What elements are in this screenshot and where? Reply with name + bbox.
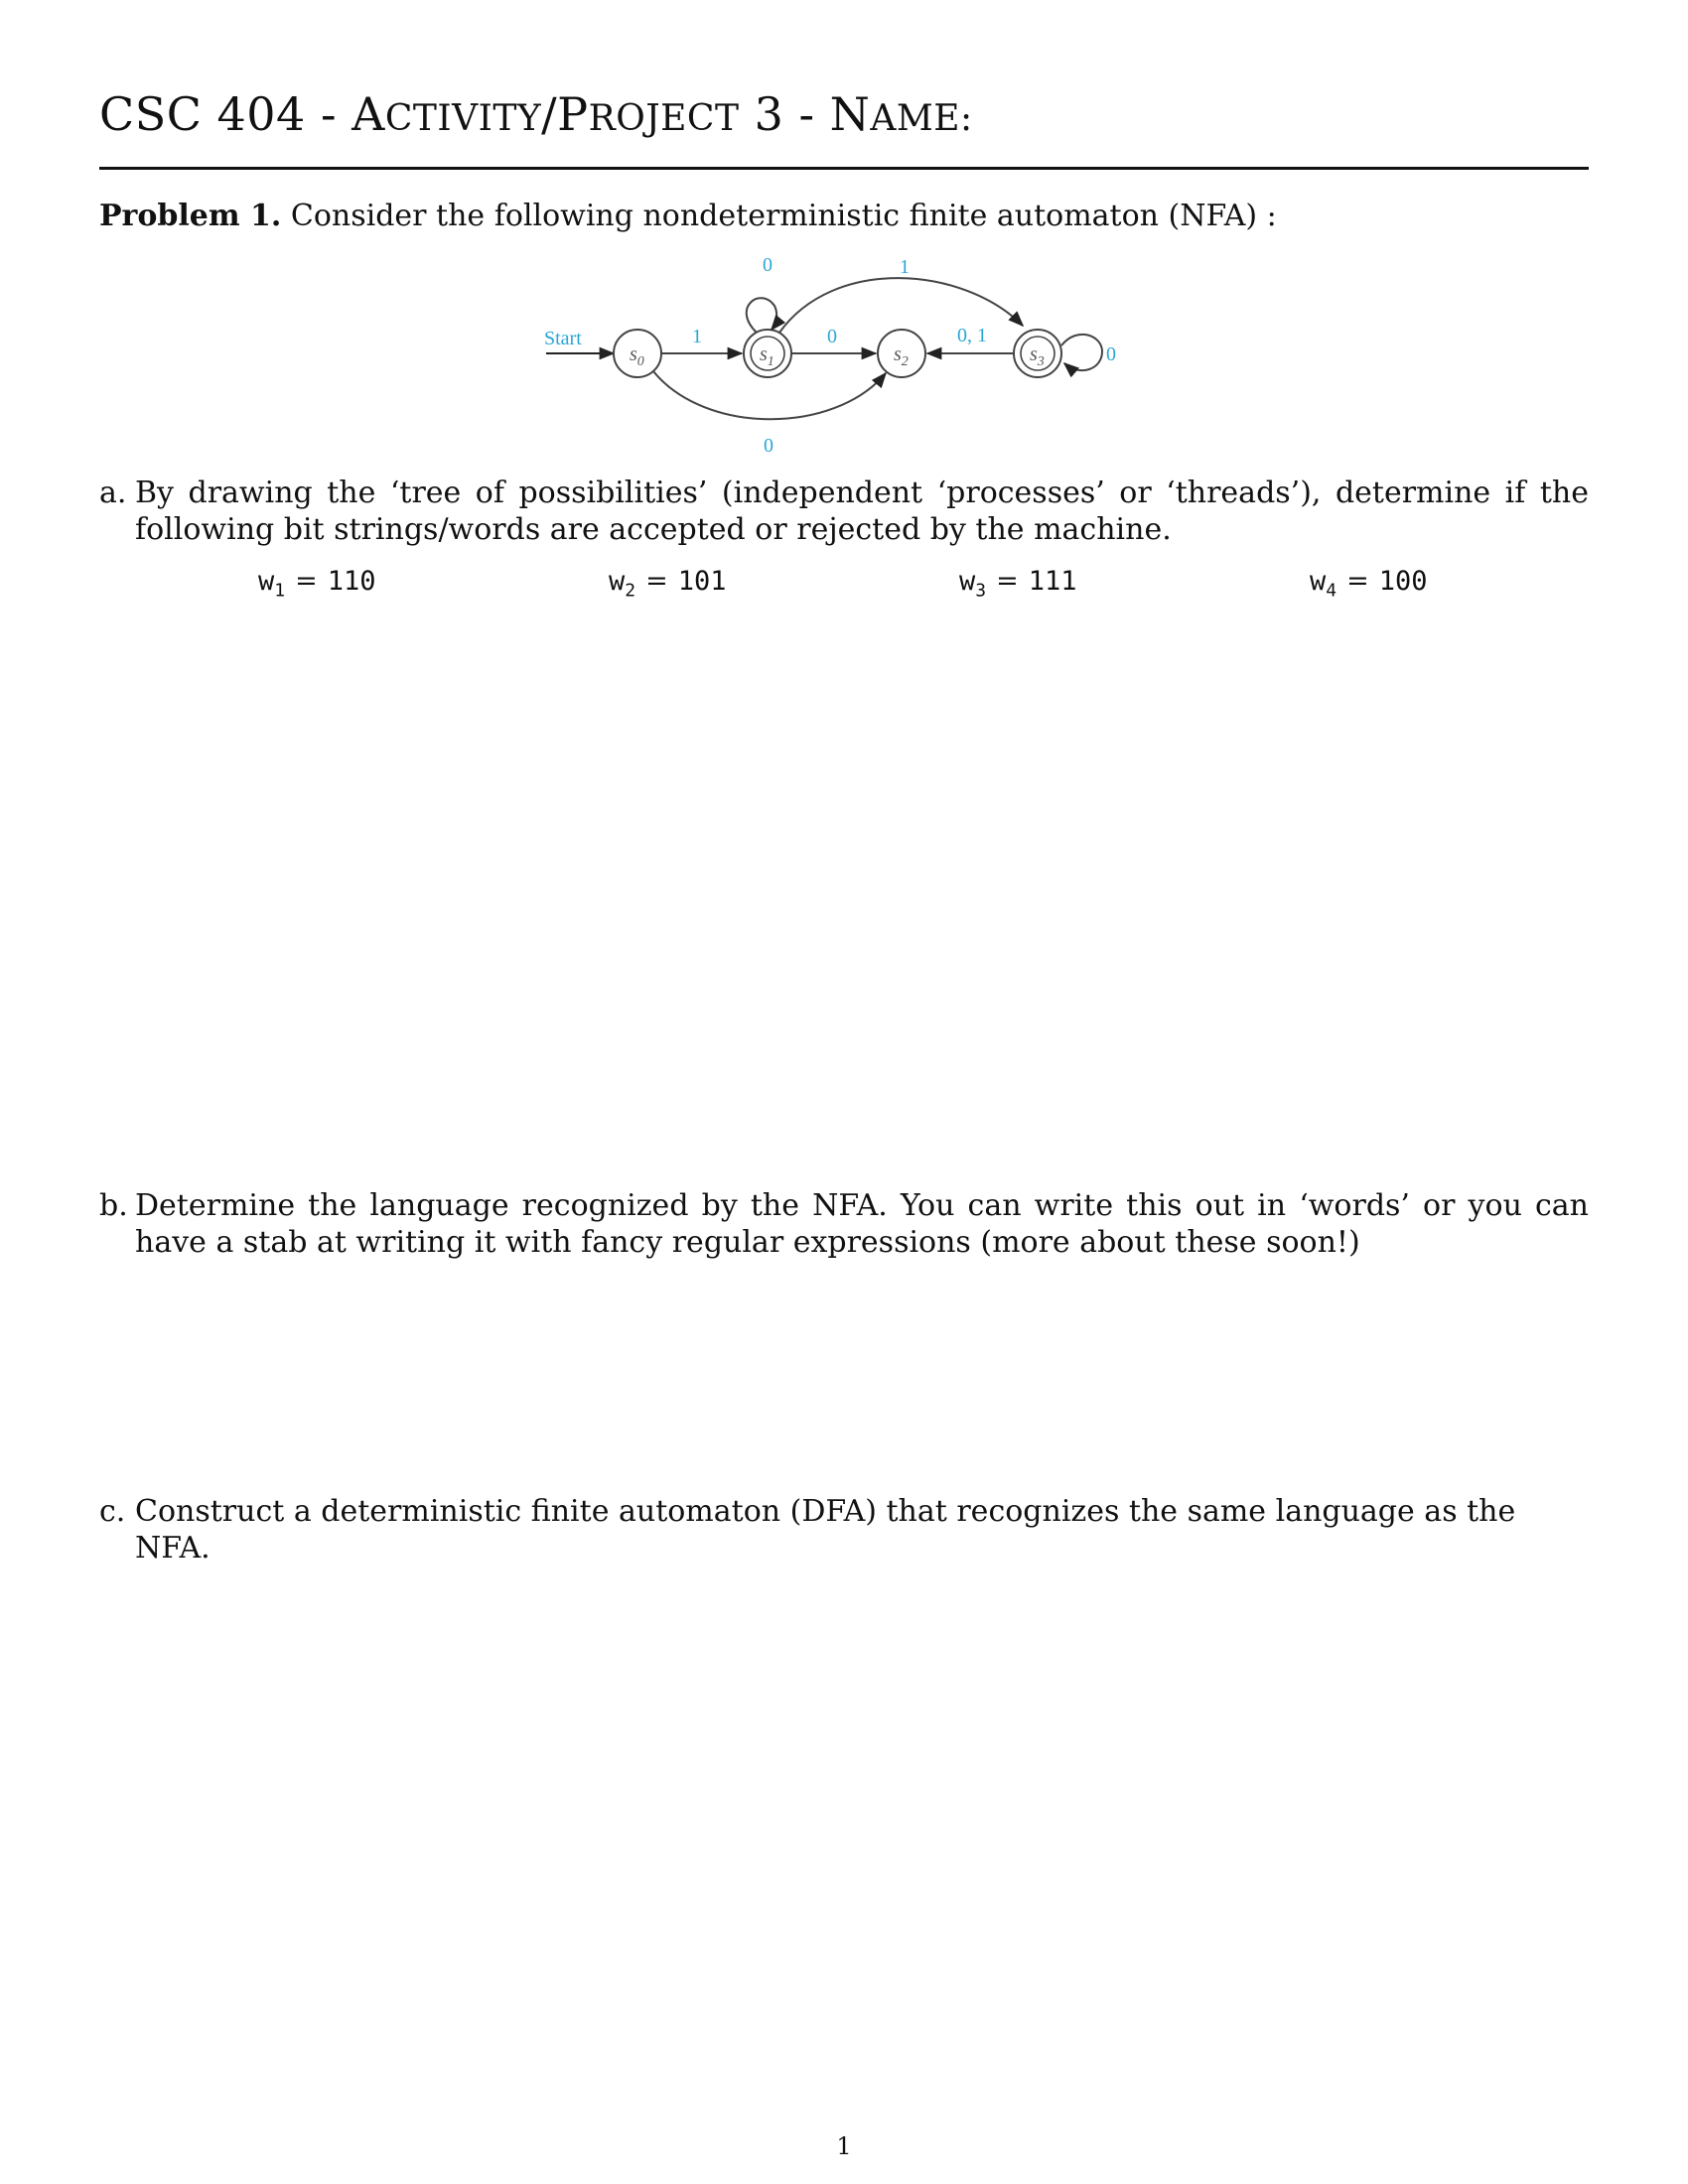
svg-text:s3: $s_3$ — [1030, 343, 1045, 369]
word-w4: $w_4 = 100$ — [1310, 566, 1428, 602]
state-s1 — [744, 330, 791, 377]
start-label: Start — [544, 328, 582, 349]
word-w2: $w_2 = 101$ — [609, 566, 727, 602]
edge-s1-s2 — [791, 326, 876, 353]
edge-label-s3-self: 0 — [1106, 343, 1116, 365]
edge-label-s1-self: 0 — [763, 254, 773, 276]
edge-label-s1-s3: 1 — [900, 256, 910, 278]
state-s3 — [1014, 330, 1061, 377]
edge-label-s0-s1: 1 — [692, 326, 702, 347]
page-number: 1 — [836, 2132, 852, 2160]
edge-s3-self — [1061, 335, 1116, 370]
edge-s0-s2 — [653, 371, 886, 455]
edge-label-s0-s2: 0 — [764, 435, 774, 455]
part-a-marker: a. — [99, 476, 127, 510]
edge-label-s1-s2: 0 — [827, 326, 837, 347]
part-b-marker: b. — [99, 1188, 128, 1223]
header-rule — [99, 167, 1589, 170]
nfa-diagram — [536, 246, 1132, 455]
edge-s1-s3 — [779, 256, 1023, 333]
problem-label: Problem 1. — [99, 199, 282, 233]
page-title: CSC 404 - ACTIVITY/PROJECT 3 - NAME: — [99, 87, 973, 141]
word-w1: $w_1 = 110$ — [258, 566, 376, 602]
part-c-text: Construct a deterministic finite automaton (DFA) that recognizes the same language as the NFA. — [135, 1494, 1516, 1566]
part-c — [99, 1493, 1589, 1567]
svg-text:s2: $s_2$ — [894, 343, 909, 369]
edge-s1-self — [747, 254, 776, 333]
problem-statement — [99, 199, 1277, 233]
part-a — [99, 475, 1589, 548]
part-b — [99, 1187, 1589, 1261]
edge-s3-s2 — [927, 325, 1014, 353]
word-list — [99, 566, 1589, 606]
state-s0 — [614, 330, 661, 377]
problem-text: Consider the following nondeterministic finite automaton (NFA) : — [290, 199, 1277, 233]
svg-text:s0: $s_0$ — [630, 343, 644, 369]
state-s2 — [878, 330, 925, 377]
part-c-marker: c. — [99, 1494, 126, 1529]
svg-text:s1: $s_1$ — [760, 343, 774, 369]
part-b-text: Determine the language recognized by the NFA. You can write this out in ‘words’ or you can have a stab at writing it with fancy regular expressions (more about these soon!) — [135, 1188, 1589, 1260]
part-a-text: By drawing the ‘tree of possibilities’ (independent ‘processes’ or ‘threads’), determine if the following bit strings/words are accepted or rejected by the machine. — [135, 476, 1589, 547]
edge-label-s3-s2: 0, 1 — [957, 325, 987, 346]
edge-s0-s1 — [661, 326, 742, 353]
word-w3: $w_3 = 111$ — [959, 566, 1077, 602]
